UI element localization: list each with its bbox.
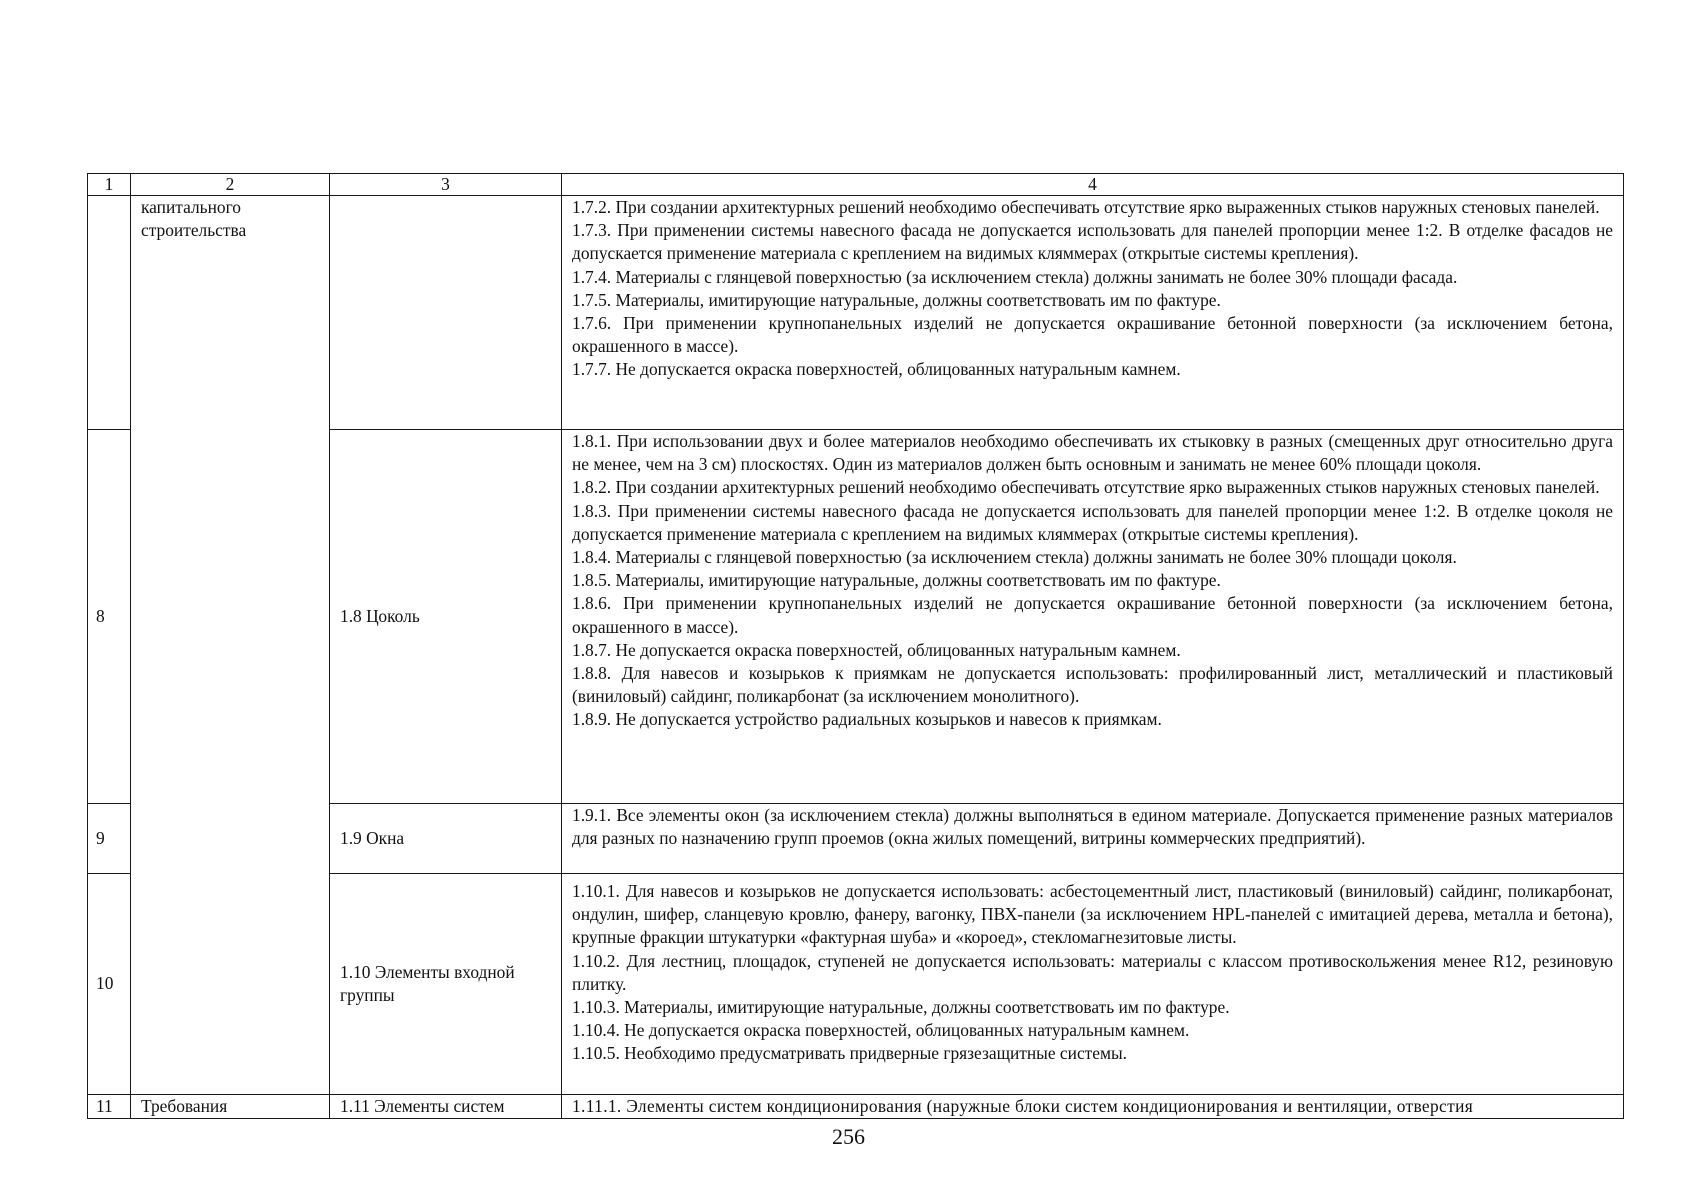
requirement-item: 1.8.1. При использовании двух и более материалов необходимо обеспечивать их стыковку в разных (смещенных друг относительно друга не менее, чем на 3 см) плоскостях. Один из материалов должен быть основным и занимать не менее 60% площади цоколя. bbox=[572, 431, 1613, 475]
row-number: 11 bbox=[88, 1095, 131, 1119]
requirement-item: 1.7.7. Не допускается окраска поверхностей, облицованных натуральным камнем. bbox=[572, 359, 1181, 380]
requirement-item: 1.8.5. Материалы, имитирующие натуральные, должны соответствовать им по фактуре. bbox=[572, 570, 1221, 591]
requirement-item: 1.10.3. Материалы, имитирующие натуральные, должны соответствовать им по фактуре. bbox=[572, 997, 1230, 1018]
row-number: 10 bbox=[88, 874, 131, 1095]
table-row bbox=[88, 196, 1624, 430]
subsection-cell: 1.10 Элементы входной группы bbox=[330, 874, 562, 1095]
subsection-cell: 1.8 Цоколь bbox=[330, 430, 562, 804]
requirement-item: 1.8.3. При применении системы навесного фасада не допускается использовать для панелей пропорции менее 1:2. В отделке цоколя не допускается применение материала с креплением на видимых кляммерах (открытые системы крепления). bbox=[572, 500, 1613, 544]
header-col-1: 1 bbox=[88, 174, 131, 196]
header-col-4: 4 bbox=[562, 174, 1624, 196]
requirement-item: 1.8.6. При применении крупнопанельных изделий не допускается окрашивание бетонной поверхности (за исключением бетона, окрашенного в массе). bbox=[572, 593, 1613, 637]
header-col-3: 3 bbox=[330, 174, 562, 196]
requirement-item: 1.9.1. Все элементы окон (за исключением стекла) должны выполняться в едином материале. Допускается применение разных материалов для разных по назначению групп проемов (окна жилых помещений, витрины коммерческих предприятий). bbox=[572, 805, 1613, 849]
row-number: 9 bbox=[88, 804, 131, 874]
table-row bbox=[88, 1095, 1624, 1119]
header-col-2: 2 bbox=[131, 174, 330, 196]
row-number bbox=[88, 196, 131, 430]
subsection-cell: 1.11 Элементы систем bbox=[330, 1095, 562, 1119]
requirement-item: 1.10.1. Для навесов и козырьков не допускается использовать: асбестоцементный лист, пластиковый (виниловый) сайдинг, поликарбонат, ондулин, шифер, сланцевую кровлю, фанеру, вагонку, ПВХ-панели (за исключением HPL-панелей с имитацией дерева, металла и бетона), крупные фракции штукатурки «фактурная шуба» и «короед», стекломагнезитовые листы. bbox=[572, 881, 1613, 948]
requirements-cell bbox=[562, 874, 1624, 1095]
requirement-item: 1.7.2. При создании архитектурных решений необходимо обеспечивать отсутствие ярко выраженных стыков наружных стеновых панелей. bbox=[572, 197, 1600, 217]
requirements-cell bbox=[562, 804, 1624, 874]
document-sheet bbox=[87, 173, 1623, 1119]
requirements-cell bbox=[562, 1095, 1624, 1119]
requirement-item: 1.11.1. Элементы систем кондиционирования (наружные блоки систем кондиционирования и вентиляции, отверстия bbox=[572, 1096, 1474, 1116]
requirement-item: 1.8.9. Не допускается устройство радиальных козырьков и навесов к приямкам. bbox=[572, 709, 1162, 730]
subsection-cell: 1.9 Окна bbox=[330, 804, 562, 874]
subsection-cell bbox=[330, 196, 562, 430]
requirement-item: 1.10.5. Необходимо предусматривать придверные грязезащитные системы. bbox=[572, 1043, 1128, 1064]
requirement-item: 1.7.6. При применении крупнопанельных изделий не допускается окрашивание бетонной поверхности (за исключением бетона, окрашенного в массе). bbox=[572, 313, 1613, 357]
requirements-table bbox=[87, 173, 1624, 1119]
requirement-item: 1.8.2. При создании архитектурных решений необходимо обеспечивать отсутствие ярко выраженных стыков наружных стеновых панелей. bbox=[572, 477, 1600, 498]
section-cell: капитального строительства bbox=[131, 196, 330, 1095]
row-number: 8 bbox=[88, 430, 131, 804]
page-number: 256 bbox=[832, 1124, 865, 1149]
requirements-cell bbox=[562, 196, 1624, 430]
requirement-item: 1.7.3. При применении системы навесного фасада не допускается использовать для панелей пропорции менее 1:2. В отделке фасадов не допускается применение материала с креплением на видимых кляммерах (открытые системы крепления). bbox=[572, 220, 1613, 264]
section-cell: Требования bbox=[131, 1095, 330, 1119]
requirement-item: 1.7.4. Материалы с глянцевой поверхностью (за исключением стекла) должны занимать не более 30% площади фасада. bbox=[572, 266, 1458, 287]
requirements-cell bbox=[562, 430, 1624, 804]
requirement-item: 1.8.7. Не допускается окраска поверхностей, облицованных натуральным камнем. bbox=[572, 639, 1181, 660]
requirement-item: 1.10.2. Для лестниц, площадок, ступеней не допускается использовать: материалы с классом противоскольжения менее R12, резиновую плитку. bbox=[572, 950, 1613, 994]
requirement-item: 1.8.8. Для навесов и козырьков к приямкам не допускается использовать: профилированный лист, металлический и пластиковый (виниловый) сайдинг, поликарбонат (за исключением монолитного). bbox=[572, 663, 1613, 707]
requirement-item: 1.7.5. Материалы, имитирующие натуральные, должны соответствовать им по фактуре. bbox=[572, 289, 1221, 310]
requirement-item: 1.10.4. Не допускается окраска поверхностей, облицованных натуральным камнем. bbox=[572, 1020, 1190, 1041]
table-header-row bbox=[88, 174, 1624, 196]
requirement-item: 1.8.4. Материалы с глянцевой поверхностью (за исключением стекла) должны занимать не более 30% площади цоколя. bbox=[572, 547, 1457, 568]
